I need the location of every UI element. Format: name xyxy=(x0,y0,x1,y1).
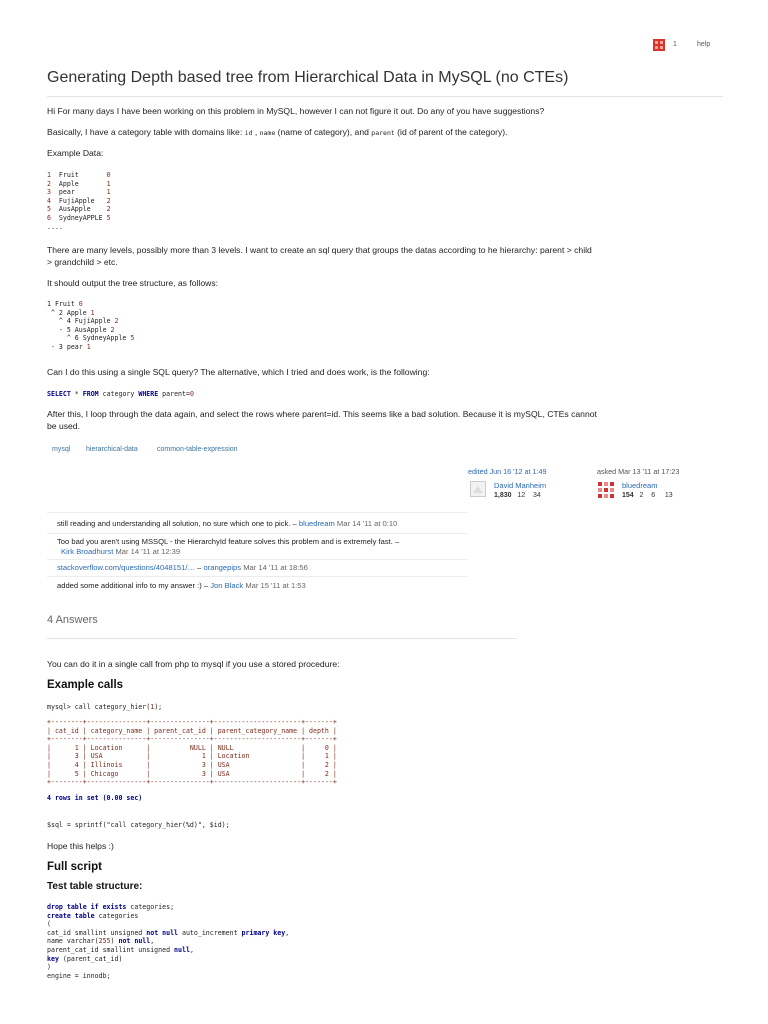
script-token: create table xyxy=(47,911,95,920)
create-table-script xyxy=(47,903,289,980)
result-table-line: +--------+---------------+---------------+----------------------+-------+ xyxy=(47,735,337,744)
data-row-id: 2 xyxy=(47,179,51,188)
script-line: ( xyxy=(47,920,51,929)
comment-user-link[interactable]: Jon Black xyxy=(210,581,244,590)
data-row xyxy=(47,197,111,206)
result-table-line: | 5 | Chicago | 3 | USA | 2 | xyxy=(47,769,337,778)
question-paragraph-5: It should output the tree structure, as follows: xyxy=(47,278,219,288)
result-table-line: | cat_id | category_name | parent_cat_id | parent_category_name | depth | xyxy=(47,726,337,735)
question-paragraph-4a: There are many levels, possibly more than 3 levels. I want to create an sql query that groups the datas according to he hierarchy: parent > child xyxy=(47,245,592,255)
comment-item: still reading and understanding all solution, no sure which one to pick. – bluedream Mar 14 '11 at 0:10 xyxy=(57,519,398,528)
answers-count-heading: 4 Answers xyxy=(47,614,98,626)
data-row-name: SydneyAPPLE xyxy=(50,213,107,222)
comment-divider xyxy=(47,576,467,577)
script-token: 255 xyxy=(98,937,111,946)
editor-avatar[interactable] xyxy=(470,481,486,497)
edited-timestamp[interactable]: edited Jun 16 '12 at 1:49 xyxy=(468,467,547,476)
script-line: cat_id smallint unsigned not null auto_increment primary key, xyxy=(47,928,290,937)
tree-line xyxy=(47,326,134,335)
mysql-call-code: mysql> call category_hier(1); xyxy=(47,703,163,711)
script-token: drop table if exists xyxy=(47,903,127,911)
script-token: not null xyxy=(118,937,151,946)
comment-item: Too bad you aren't using MSSQL - the HierarchyId feature solves this problem and is extremely fast. – xyxy=(57,537,400,546)
result-table-line: +--------+---------------+---------------+----------------------+-------+ xyxy=(47,778,337,787)
question-paragraph-1: Hi For many days I have been working on this problem in MySQL, however I can not figure it out. Do any of you have suggestions? xyxy=(47,106,545,116)
tree-line-parent: 1 xyxy=(90,308,95,317)
script-token: key xyxy=(47,954,59,963)
tree-line-text: ^ 4 FujiApple xyxy=(47,317,115,326)
user-avatar-icon[interactable] xyxy=(651,37,667,53)
comment-item: stackoverflow.com/questions/4048151/… – orangepips Mar 14 '11 at 18:56 xyxy=(57,563,308,572)
result-table-line: +--------+---------------+---------------+----------------------+-------+ xyxy=(47,718,337,726)
data-row-id: 6 xyxy=(47,213,51,222)
script-line: ) xyxy=(47,963,51,972)
comment-user-link[interactable]: bluedream xyxy=(298,519,335,528)
data-row-parent: 5 xyxy=(106,213,111,222)
script-line: key (parent_cat_id) xyxy=(47,954,123,963)
tag-common-table-expression[interactable]: common-table-expression xyxy=(157,446,238,453)
data-row-id: 4 xyxy=(47,196,51,205)
result-table-line: | 4 | Illinois | 3 | USA | 2 | xyxy=(47,760,337,769)
full-script-heading: Full script xyxy=(47,861,102,873)
comment-divider xyxy=(47,512,467,513)
question-paragraph-7a: After this, I loop through the data again, and select the rows where parent=id. This seems like a bad solution. Because it is mySQL, CTEs cannot xyxy=(47,409,597,419)
asker-avatar[interactable] xyxy=(597,481,613,497)
question-title[interactable]: Generating Depth based tree from Hierarchical Data in MySQL (no CTEs) xyxy=(47,69,569,86)
data-row-parent: 1 xyxy=(106,179,111,188)
data-row xyxy=(47,180,111,189)
tag-hierarchical-data[interactable]: hierarchical-data xyxy=(86,446,138,453)
comment-user-link[interactable]: Kirk Broadhurst xyxy=(61,547,114,556)
tree-line xyxy=(47,343,134,352)
tree-line xyxy=(47,317,134,326)
comment-url-link[interactable]: stackoverflow.com/questions/4048151/… xyxy=(57,563,196,572)
data-row xyxy=(47,188,111,197)
data-row-id: 3 xyxy=(47,188,51,197)
data-row-parent: 0 xyxy=(106,171,111,179)
data-row-name: pear xyxy=(50,188,107,197)
script-line: drop table if exists categories; xyxy=(47,903,175,911)
comment-item: added some additional info to my answer :) – Jon Black Mar 15 '11 at 1:53 xyxy=(57,581,306,590)
comment-item-continued: Kirk Broadhurst Mar 14 '11 at 12:39 xyxy=(61,547,181,556)
php-code: $sql = sprintf("call category_hier(%d)", $id); xyxy=(47,821,230,829)
question-paragraph-2: Basically, I have a category table with domains like: id , name (name of category), and parent (id of parent of the category). xyxy=(47,127,508,137)
editor-stats: 1,830 12 34 xyxy=(494,492,541,499)
data-row-parent: 2 xyxy=(106,205,111,214)
data-row-name: AusApple xyxy=(50,205,107,214)
script-token: not null xyxy=(146,928,179,937)
data-ellipsis: .... xyxy=(47,222,63,231)
data-row-name: Apple xyxy=(50,179,107,188)
script-line: engine = innodb; xyxy=(47,971,111,980)
tree-line-text: - 5 AusApple xyxy=(47,325,111,334)
tag-mysql[interactable]: mysql xyxy=(52,446,71,453)
hope-text: Hope this helps :) xyxy=(47,841,114,851)
result-table-line: | 1 | Location | NULL | NULL | 0 | xyxy=(47,743,337,752)
asker-name[interactable]: bluedream xyxy=(622,481,658,490)
question-paragraph-3: Example Data: xyxy=(47,148,104,158)
asker-stats: 154 2 6 13 xyxy=(622,492,673,499)
tree-line-parent: 2 xyxy=(110,325,115,334)
data-row-id: 1 xyxy=(47,171,51,179)
reputation-count: 1 xyxy=(673,41,677,48)
tree-line-text: ^ 2 Apple xyxy=(47,308,91,317)
rows-in-set: 4 rows in set (0.00 sec) xyxy=(47,794,143,802)
tree-line-text: - 3 pear xyxy=(47,342,87,351)
tree-line xyxy=(47,300,134,309)
tree-line-parent: 0 xyxy=(78,300,83,308)
question-paragraph-7b: be used. xyxy=(47,421,80,431)
answers-divider xyxy=(47,638,517,639)
tree-output-code xyxy=(47,300,134,352)
script-line: parent_cat_id smallint unsigned null, xyxy=(47,945,194,954)
title-divider xyxy=(47,96,723,97)
script-token: primary key xyxy=(241,928,286,937)
question-paragraph-4b: > grandchild > etc. xyxy=(47,257,118,267)
tree-line-text: ^ 6 SydneyApple xyxy=(47,334,131,343)
data-row xyxy=(47,171,111,180)
tree-line xyxy=(47,334,134,343)
data-row-name: Fruit xyxy=(50,171,107,179)
data-row xyxy=(47,214,111,223)
test-table-heading: Test table structure: xyxy=(47,881,143,892)
script-line: create table categories xyxy=(47,911,139,920)
result-table-code xyxy=(47,718,337,787)
answer-intro: You can do it in a single call from php to mysql if you use a stored procedure: xyxy=(47,659,340,669)
comment-divider xyxy=(47,533,467,534)
tree-line-parent: 2 xyxy=(114,317,119,326)
tree-line-parent: 1 xyxy=(86,342,91,351)
comment-divider xyxy=(47,559,467,560)
data-row xyxy=(47,205,111,214)
example-data-code xyxy=(47,171,111,231)
comment-user-link[interactable]: orangepips xyxy=(203,563,242,572)
tree-line-text: 1 Fruit xyxy=(47,300,79,308)
question-paragraph-6: Can I do this using a single SQL query? The alternative, which I tried and does work, is the following: xyxy=(47,367,430,377)
tree-line xyxy=(47,309,134,318)
data-row-parent: 2 xyxy=(106,196,111,205)
asked-timestamp: asked Mar 13 '11 at 17:23 xyxy=(597,467,680,476)
editor-name[interactable]: David Manheim xyxy=(494,481,547,490)
script-line: name varchar(255) not null, xyxy=(47,937,155,946)
tree-line-parent: 5 xyxy=(130,334,135,343)
data-row-name: FujiApple xyxy=(50,196,107,205)
example-calls-heading: Example calls xyxy=(47,679,124,691)
script-token: null xyxy=(174,945,190,954)
data-row-id: 5 xyxy=(47,205,51,214)
data-row-parent: 1 xyxy=(106,188,111,197)
select-query-code: SELECT * FROM category WHERE parent=0 xyxy=(47,390,194,398)
help-link[interactable]: help xyxy=(697,41,711,48)
result-table-line: | 3 | USA | 1 | Location | 1 | xyxy=(47,752,337,761)
